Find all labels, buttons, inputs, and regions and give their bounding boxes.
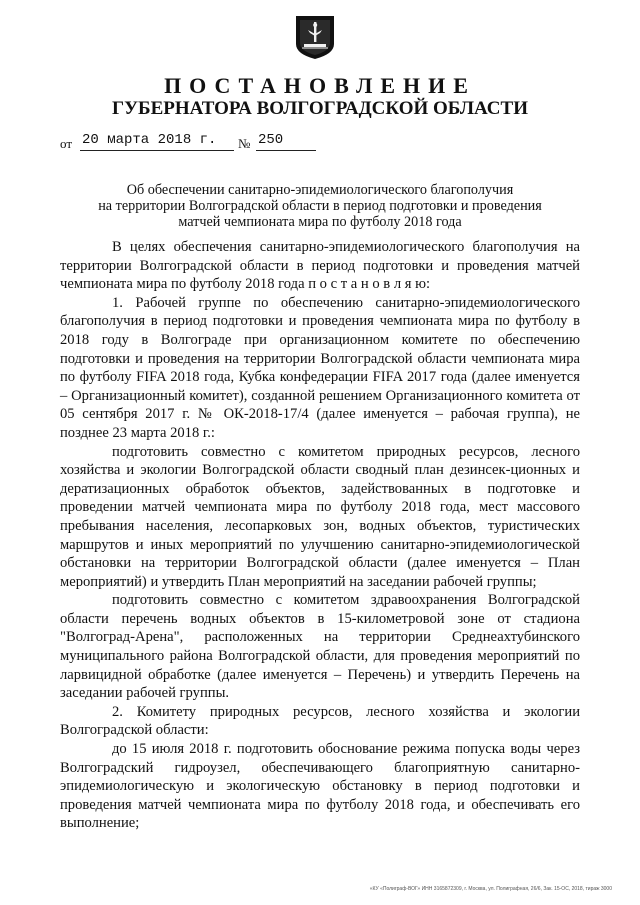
body-paragraph: 1. Рабочей группе по обеспечению санитарно-эпидемиологического благополучия в период подготовки и проведения чемпионата мира по футболу в 2018 году в Волгограде при организационном комитете по обеспечению подготовки и проведения на территории Волгоградской области чемпионата мира по футболу FIFA 2018 года, Кубка конфедерации FIFA 2017 года (далее именуется – Организационный комитет), созданной решением Организационного комитета от 05 сентября 2017 г. № ОК-2018-17/4 (далее именуется – рабочая группа), не позднее 23 марта 2018 г.:: [60, 294, 580, 441]
body-paragraph: В целях обеспечения санитарно-эпидемиологического благополучия на территории Волгоградской области в период подготовки и проведения матчей чемпионата мира по футболу 2018 года п о с т а н о в л я ю:: [60, 239, 580, 293]
date-prefix: от: [60, 136, 73, 151]
document-number: 250: [256, 130, 316, 151]
document-subject: [60, 182, 580, 230]
print-footer: «КУ «Полиграф-ВОГ» ИНН 3165872309, г. Москва, ул. Полиграфная, 26/6, Зак. 15-ОС, 2018, тираж 3000: [369, 886, 612, 892]
body-paragraph: подготовить совместно с комитетом природных ресурсов, лесного хозяйства и экологии Волгоградской области сводный план дезинсек-ционных и дератизационных обработок объектов, задействованных в подготовке и проведении матчей чемпионата мира по футболу 2018 года, мест массового пребывания населения, лесопарковых зон, водных объектов, туристических маршрутов и иных мероприятий по улучшению санитарно-эпидемиологической обстановки на территории Волгоградской области (далее именуется – План мероприятий) и утвердить План мероприятий на заседании рабочей группы;: [60, 443, 580, 590]
document-date: 20 марта 2018 г.: [80, 130, 234, 151]
subject-line: на территории Волгоградской области в период подготовки и проведения: [98, 198, 542, 214]
body-paragraph: 2. Комитету природных ресурсов, лесного хозяйства и экологии Волгоградской области:: [60, 703, 580, 739]
document-title: ПОСТАНОВЛЕНИЕ: [164, 73, 476, 98]
subject-line: Об обеспечении санитарно-эпидемиологического благополучия: [126, 182, 514, 198]
document-body: [60, 238, 580, 833]
body-paragraph: до 15 июля 2018 г. подготовить обоснование режима попуска воды через Волгоградский гидроузел, обеспечивающего благоприятную санитарно-эпидемиологическую и экологическую обстановку в период подготовки и проведения матчей чемпионата мира по футболу 2018 года, и обеспечивать его выполнение;: [60, 741, 580, 832]
document-issuer: ГУБЕРНАТОРА ВОЛГОГРАДСКОЙ ОБЛАСТИ: [112, 98, 528, 119]
subject-line: матчей чемпионата мира по футболу 2018 года: [178, 214, 462, 230]
number-prefix: №: [238, 136, 251, 151]
volgograd-coat-of-arms-icon: [294, 14, 336, 60]
body-paragraph: подготовить совместно с комитетом здравоохранения Волгоградской области перечень водных объектов в 15-километровой зоне от стадиона "Волгоград-Арена", расположенных на территории Среднеахтубинского муниципального района Волгоградской области, для проведения мероприятий по ларвицидной обработке (далее именуется – Перечень) и утвердить Перечень на заседании рабочей группы.: [60, 592, 580, 702]
document-meta: [60, 130, 360, 154]
